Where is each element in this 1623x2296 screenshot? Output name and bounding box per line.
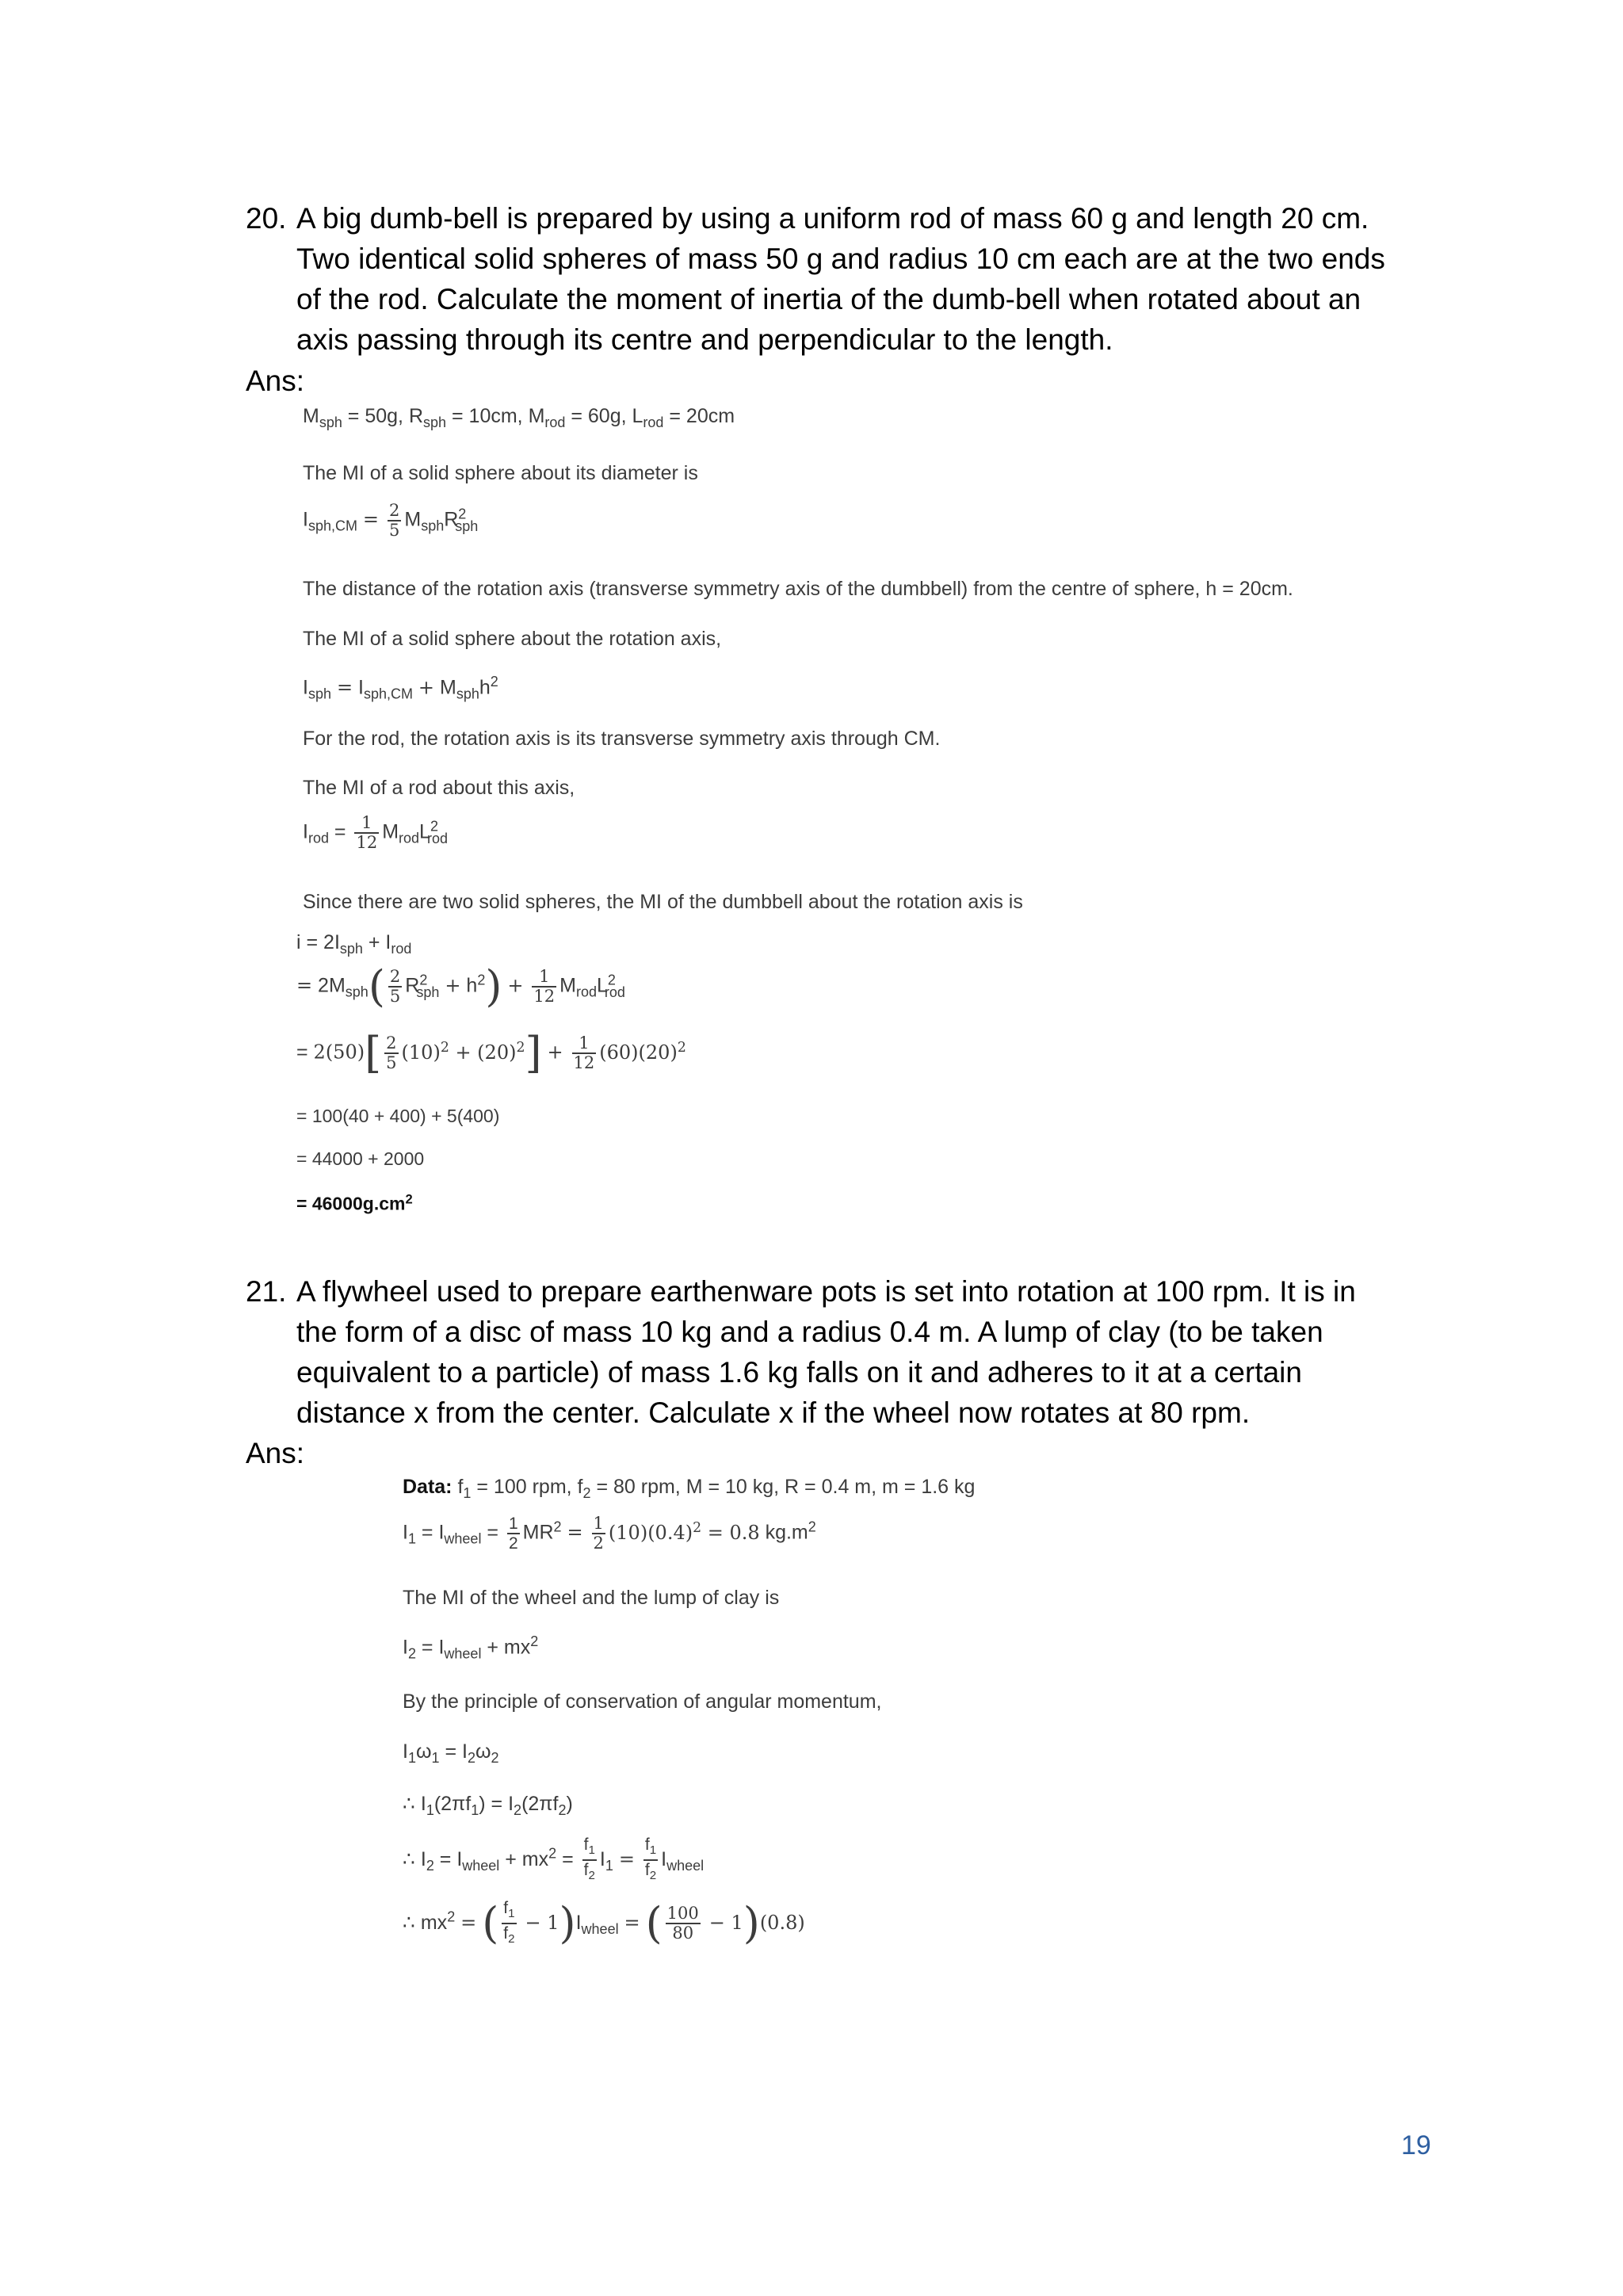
equation: ∴ $I_2 = I_{wheel} + mx^2$ = $\frac{f_1}{f_2}$ $I_1$ = $\frac{f_1}{f_2}$ $I_{wheel}$ bbox=[403, 1836, 705, 1883]
answer-label: Ans: bbox=[246, 365, 305, 397]
equation: $i = 2I_{sph} + I_{rod}$ bbox=[296, 931, 412, 957]
question-line: the form of a disc of mass 10 kg and a radius 0.4 m. A lump of clay (to be taken bbox=[296, 1316, 1323, 1348]
solution-20 bbox=[296, 400, 1428, 1240]
question-line: Two identical solid spheres of mass 50 g and radius 10 cm each are at the two ends bbox=[296, 243, 1385, 275]
solution-text: Since there are two solid spheres, the MI of the dumbbell about the rotation axis is bbox=[303, 891, 1023, 913]
question-20 bbox=[246, 198, 1434, 360]
page-number: 19 bbox=[1401, 2130, 1431, 2160]
solution-text: The MI of a rod about this axis, bbox=[303, 777, 575, 799]
given-data: Data: $f_1 = 100$ rpm, $f_2 = 80$ rpm, M = 10 kg, R = 0.4 m, m = 1.6 kg bbox=[403, 1476, 976, 1501]
solution-text: By the principle of conservation of angular momentum, bbox=[403, 1690, 882, 1713]
answer-label: Ans: bbox=[246, 1437, 305, 1469]
solution-text: The MI of the wheel and the lump of clay is bbox=[403, 1587, 780, 1609]
question-line: A big dumb-bell is prepared by using a uniform rod of mass 60 g and length 20 cm. bbox=[296, 202, 1369, 235]
question-number: 21. bbox=[246, 1275, 287, 1308]
calculation-step: = 100(40 + 400) + 5(400) bbox=[296, 1106, 500, 1126]
question-line: A flywheel used to prepare earthenware pots is set into rotation at 100 rpm. It is in bbox=[296, 1275, 1356, 1308]
final-result: = $46000g.cm^2$ bbox=[296, 1191, 413, 1214]
solution-text: For the rod, the rotation axis is its transverse symmetry axis through CM. bbox=[303, 728, 941, 750]
solution-text: The distance of the rotation axis (transverse symmetry axis of the dumbbell) from the centre of sphere, h = 20cm. bbox=[303, 578, 1293, 600]
data-label: Data: bbox=[403, 1476, 453, 1498]
result-value: = 46000g.cm bbox=[296, 1193, 406, 1214]
calculation-step: = 44000 + 2000 bbox=[296, 1148, 425, 1169]
equation: $I_2 = I_{wheel} + mx^2$ bbox=[403, 1633, 539, 1662]
solution-text: The MI of a solid sphere about its diameter is bbox=[303, 462, 698, 484]
question-line: axis passing through its centre and perpendicular to the length. bbox=[296, 323, 1113, 356]
equation: ∴ $mx^2$ = ( $\frac{f_1}{f_2}$ − $1)I_{wheel}$ = ( $\frac{100}{80}$ − 1)(0.8) bbox=[403, 1898, 805, 1949]
equation: $I_1\omega_1 = I_2\omega_2$ bbox=[403, 1740, 499, 1766]
solution-text: The MI of a solid sphere about the rotation axis, bbox=[303, 628, 722, 650]
equation: $I_1 = I_{wheel}$ = $\frac{1}{2}$ $MR^2$ = $\frac{1}{2}$ $(10)(0.4)^2 = 0.8$ $kg.m^2$ bbox=[403, 1514, 816, 1553]
given-values: $M_{sph} = 50g$, $R_{sph} = 10cm$, $M_{rod} = 60g$, $L_{rod} = 20cm$ bbox=[303, 405, 735, 430]
equation: ∴ $I_1(2\pi f_1) = I_2(2\pi f_2)$ bbox=[403, 1793, 573, 1818]
equation: $I_{sph,CM}$ = $\frac{2}{5}$ $M_{sph}R^2_{sph}$ bbox=[303, 501, 479, 540]
equation: $I_{rod}$ = $\frac{1}{12}$ $M_{rod}L^2_{rod}$ bbox=[303, 813, 448, 852]
question-21 bbox=[246, 1271, 1434, 1433]
solution-21 bbox=[403, 1471, 1354, 1994]
equation: $I_{sph} = I_{sph,CM} + M_{sph}h^2$ bbox=[303, 674, 498, 702]
equation: = 2(50)[ $\frac{2}{5}$ $(10)^2 + (20)^2$] + $\frac{1}{12}$ $(60)(20)^2$ bbox=[296, 1028, 686, 1078]
equation: = $2M_{sph}$( $\frac{2}{5}$ $R^2_{sph} + h^2$) + $\frac{1}{12}$ $M_{rod}L^2_{rod}$ bbox=[296, 961, 625, 1011]
question-line: distance x from the center. Calculate x if the wheel now rotates at 80 rpm. bbox=[296, 1396, 1251, 1429]
question-number: 20. bbox=[246, 202, 287, 235]
question-line: of the rod. Calculate the moment of inertia of the dumb-bell when rotated about an bbox=[296, 283, 1361, 315]
question-line: equivalent to a particle) of mass 1.6 kg falls on it and adheres to it at a certain bbox=[296, 1356, 1302, 1389]
